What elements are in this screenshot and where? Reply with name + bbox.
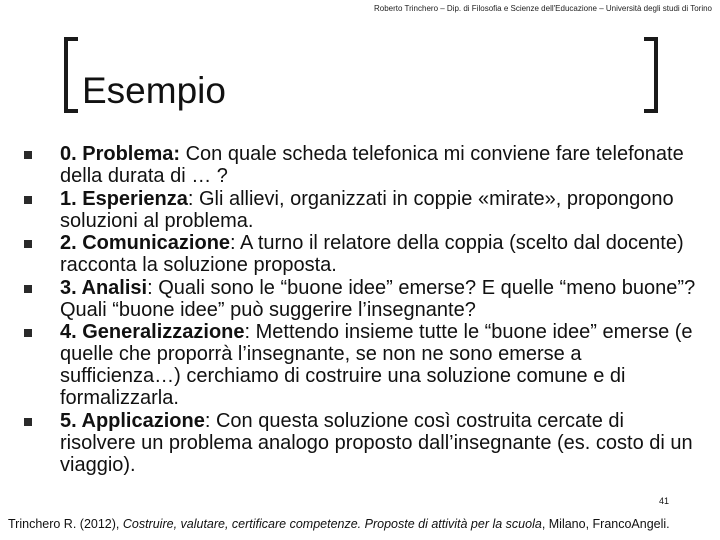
title-bracket-left bbox=[64, 37, 78, 113]
bullet-text: : A turno il relatore della coppia (scelto dal docente) racconta la soluzione proposta. bbox=[60, 232, 684, 276]
bullet-label: 3. Analisi bbox=[60, 276, 148, 299]
bullet-label: 0. Problema: bbox=[60, 143, 181, 165]
bullet-list bbox=[24, 143, 700, 476]
square-bullet-icon bbox=[24, 151, 32, 159]
square-bullet-icon bbox=[24, 285, 32, 293]
square-bullet-icon bbox=[24, 196, 32, 204]
bullet-item bbox=[24, 321, 700, 409]
citation-book-title: Costruire, valutare, certificare competenze. Proposte di attività per la scuola bbox=[122, 517, 542, 531]
bullet-item bbox=[24, 277, 700, 321]
bullet-item bbox=[24, 143, 700, 187]
square-bullet-icon bbox=[24, 329, 32, 337]
citation-prefix: Trinchero R. (2012), bbox=[8, 517, 123, 531]
bullet-text: : Mettendo insieme tutte le “buone idee” emerse (e quelle che proporrà l’insegnante, se non ne sono emerse a sufficienza…) cerchiamo di costruire una soluzione comune e di formalizzarla. bbox=[60, 321, 693, 409]
bullet-label: 1. Esperienza bbox=[60, 187, 188, 210]
citation-suffix: , Milano, FrancoAngeli. bbox=[541, 517, 670, 531]
header-attribution: Roberto Trinchero – Dip. di Filosofia e Scienze dell'Educazione – Università degli studi di Torino bbox=[373, 4, 712, 13]
square-bullet-icon bbox=[24, 418, 32, 426]
title-bracket-right bbox=[644, 37, 658, 113]
square-bullet-icon bbox=[24, 240, 32, 248]
bullet-text: Con quale scheda telefonica mi conviene fare telefonate della durata di … ? bbox=[60, 143, 684, 187]
slide-title: Esempio bbox=[82, 70, 226, 111]
citation bbox=[8, 517, 670, 531]
bullet-label: 2. Comunicazione bbox=[60, 232, 231, 254]
bullet-item bbox=[24, 410, 700, 476]
bullet-text: : Quali sono le “buone idee” emerse? E quelle “meno buone”? Quali “buone idee” può suggerire l’insegnante? bbox=[60, 276, 696, 321]
bullet-label: 5. Applicazione bbox=[60, 409, 205, 432]
bullet-item bbox=[24, 188, 700, 232]
bullet-label: 4. Generalizzazione bbox=[60, 321, 245, 343]
bullet-item bbox=[24, 232, 700, 276]
bullet-text: : Con questa soluzione così costruita cercate di risolvere un problema analogo proposto dall’insegnante (es. costo di un viaggio). bbox=[60, 409, 693, 476]
bullet-text: : Gli allievi, organizzati in coppie «mirate», propongono soluzioni al problema. bbox=[60, 187, 674, 232]
page-number: 41 bbox=[659, 496, 670, 506]
